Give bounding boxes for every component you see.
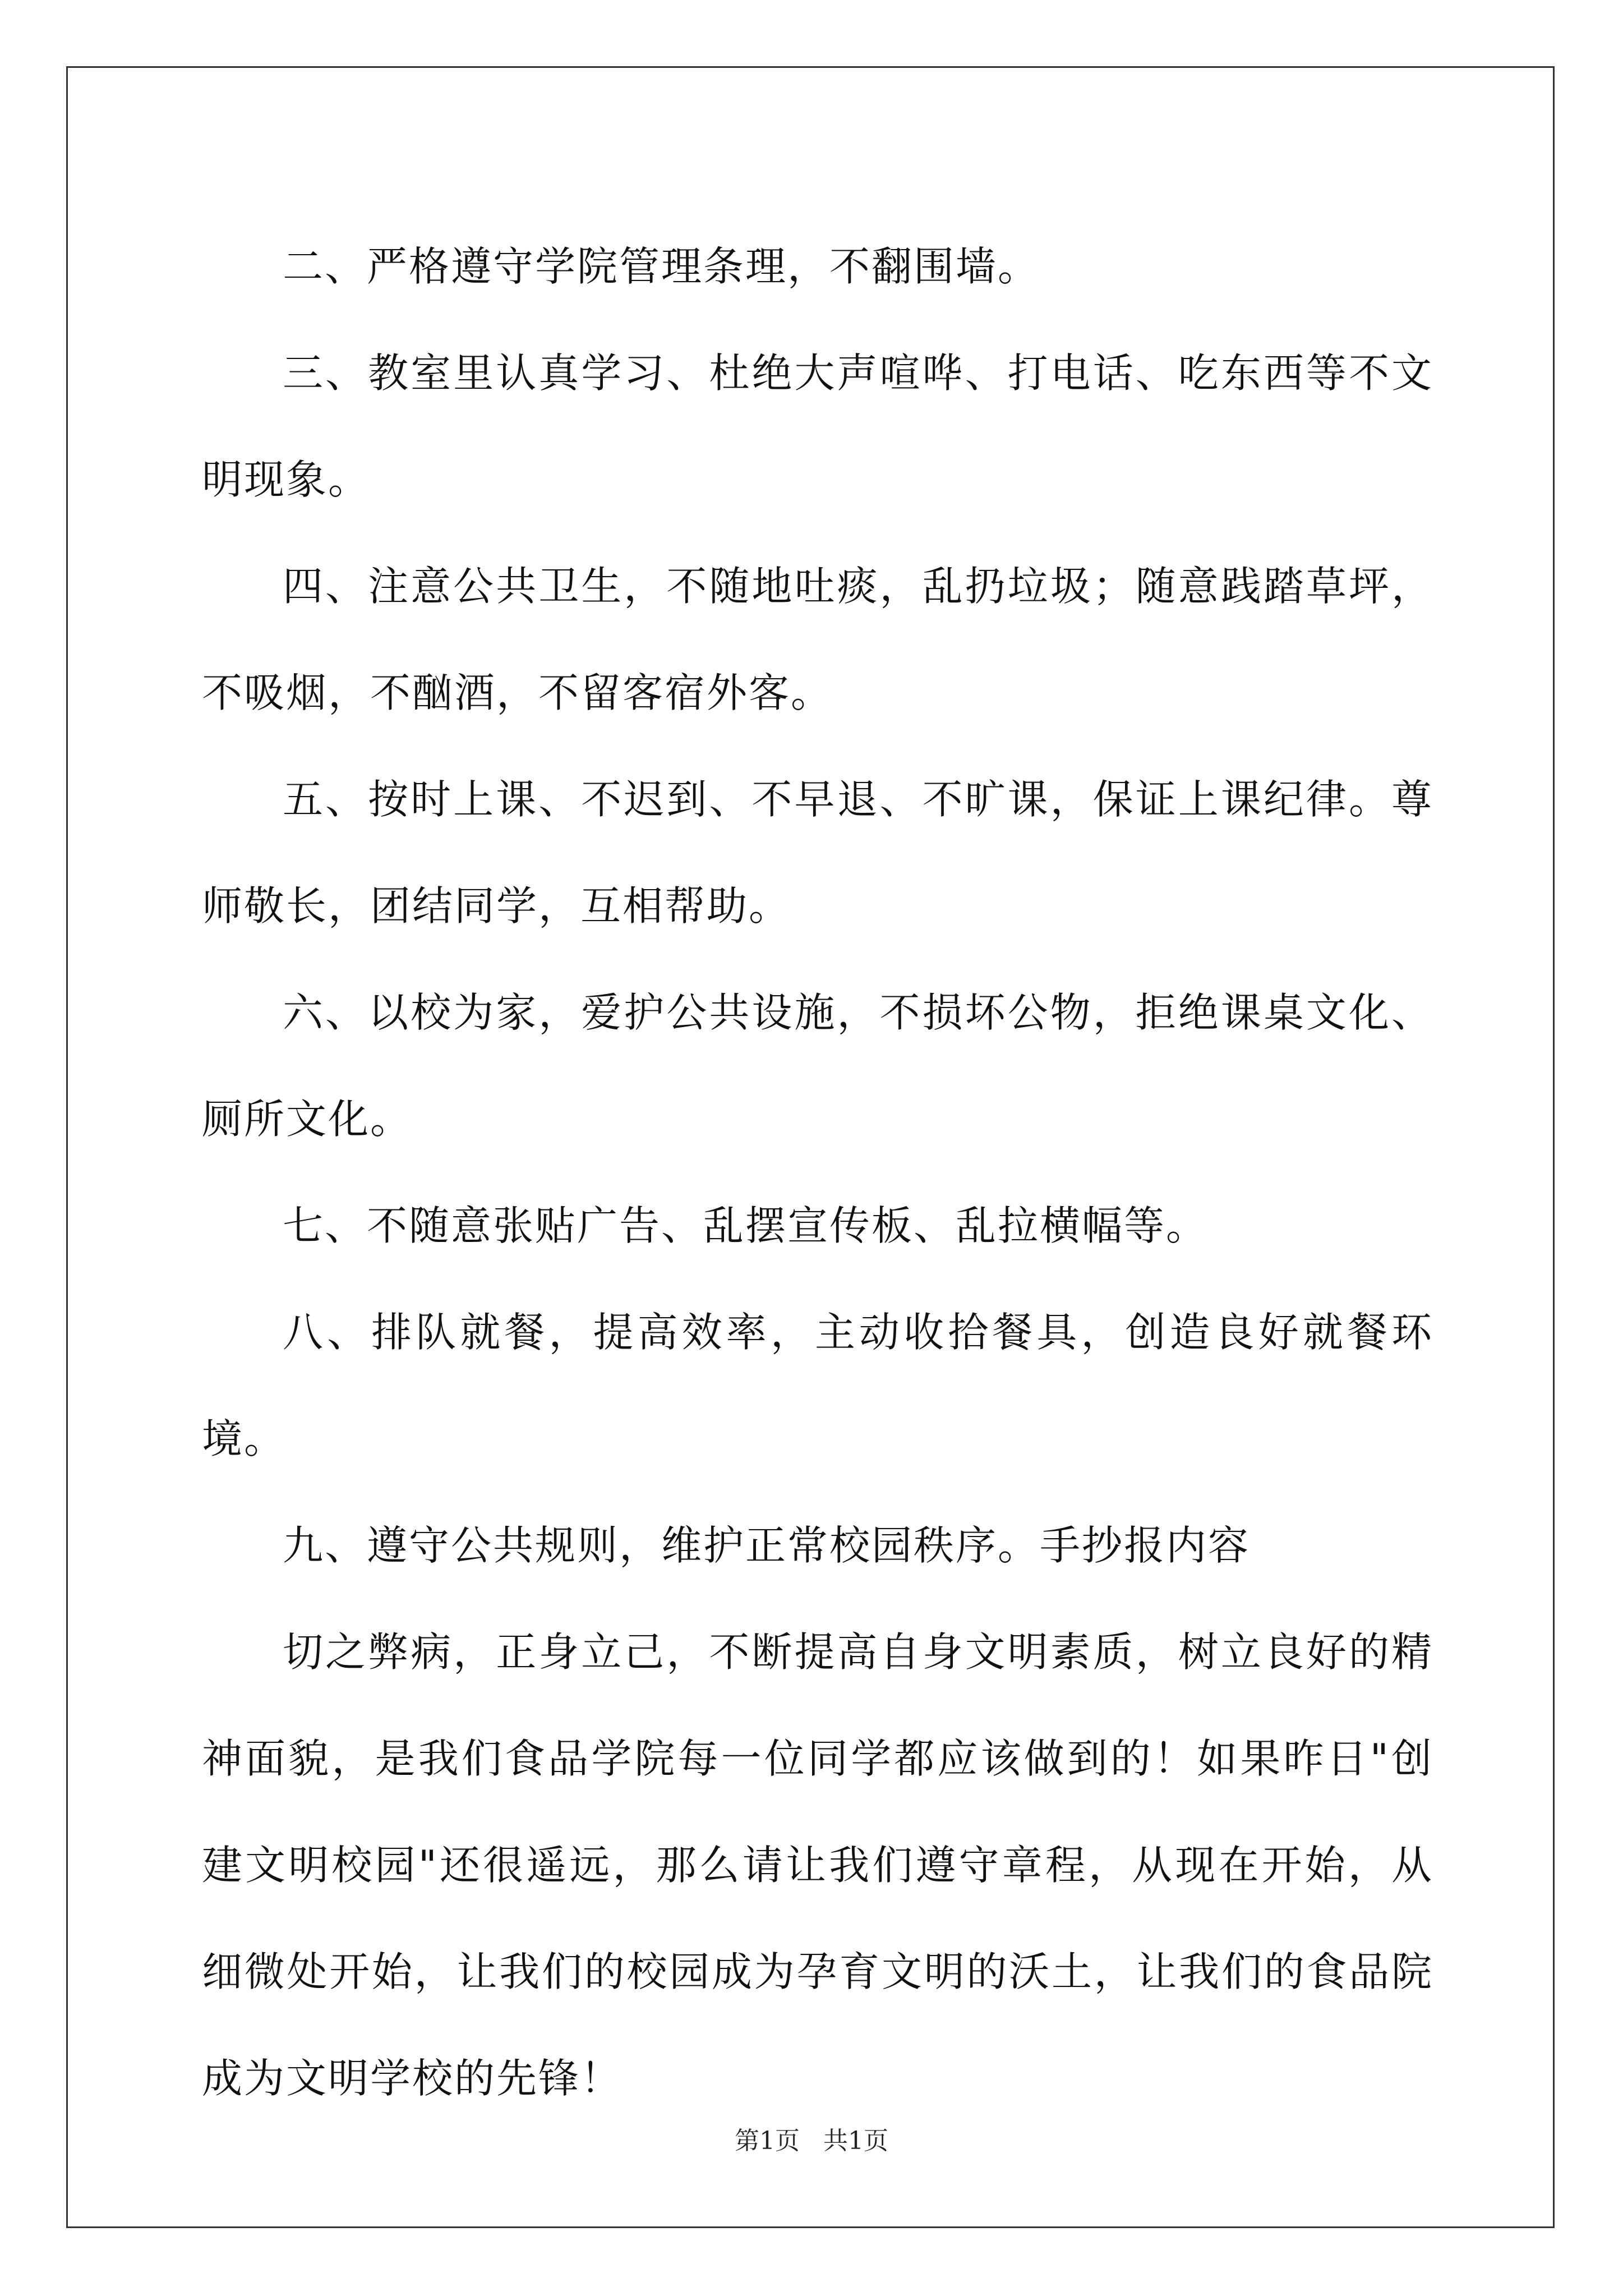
paragraph-rule-8: 八、排队就餐，提高效率，主动收拾餐具，创造良好就餐环境。 — [202, 1309, 1433, 1462]
footer-spacer — [800, 2127, 823, 2155]
paragraph-rule-2: 二、严格遵守学院管理条理，不翻围墙。 — [283, 243, 1040, 290]
page-total: 共1页 — [823, 2127, 888, 2155]
paragraph-closing: 切之弊病，正身立己，不断提高自身文明素质，树立良好的精神面貌，是我们食品学院每一位同学都应该做到的！如果昨日"创建文明校园"还很遥远，那么请让我们遵守章程，从现在开始，从细微处开始，让我们的校园成为孕育文明的沃土，让我们的食品院成为文明学校的先锋！ — [202, 1628, 1433, 2102]
paragraph-rule-6: 六、以校为家，爱护公共设施，不损坏公物，拒绝课桌文化、厕所文化。 — [202, 989, 1433, 1143]
document-body — [202, 213, 1433, 2132]
paragraph-rule-7: 七、不随意张贴广告、乱摆宣传板、乱拉横幅等。 — [283, 1202, 1209, 1249]
page-number: 第1页 — [735, 2127, 800, 2155]
paragraph-rule-9: 九、遵守公共规则，维护正常校园秩序。手抄报内容 — [283, 1522, 1251, 1569]
paragraph-rule-4: 四、注意公共卫生，不随地吐痰，乱扔垃圾；随意践踏草坪，不吸烟，不酗酒，不留客宿外客。 — [202, 563, 1433, 716]
paragraph-rule-3: 三、教室里认真学习、杜绝大声喧哗、打电话、吃东西等不文明现象。 — [202, 349, 1433, 503]
paragraph-rule-5: 五、按时上课、不迟到、不早退、不旷课，保证上课纪律。尊师敬长，团结同学，互相帮助。 — [202, 776, 1433, 930]
page-footer — [0, 2120, 1623, 2156]
